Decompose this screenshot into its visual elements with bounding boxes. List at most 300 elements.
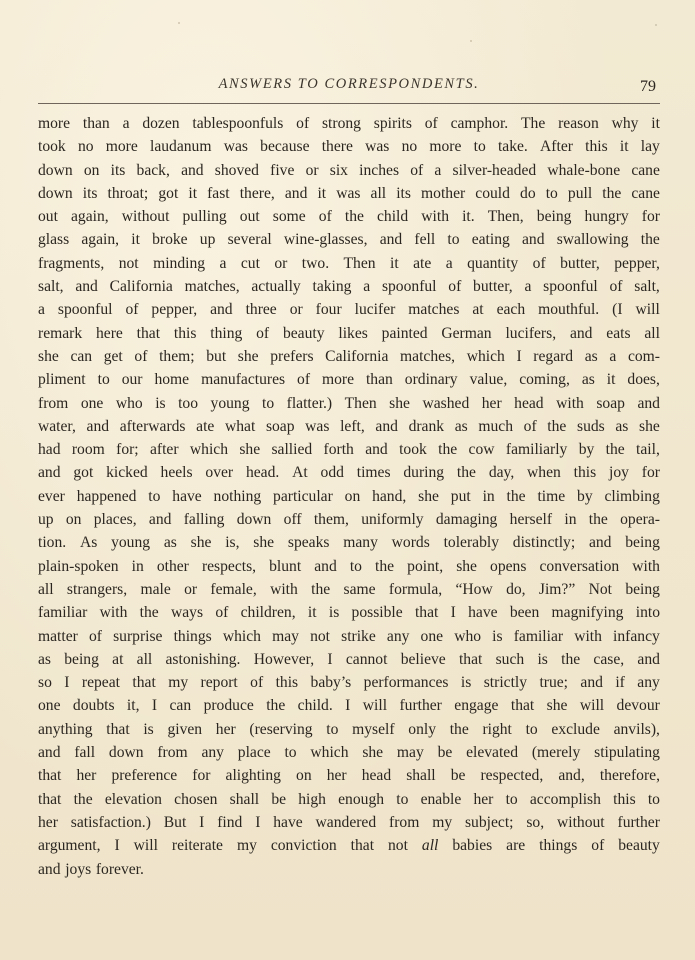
word: ate: [413, 254, 432, 272]
word: familiar: [513, 627, 564, 645]
word: I: [255, 813, 261, 831]
word: her: [481, 394, 502, 412]
word: have: [172, 487, 202, 505]
text-line: [38, 694, 660, 717]
word: took: [38, 138, 66, 156]
word: which: [466, 347, 505, 365]
text-line: [38, 858, 660, 881]
word: tolerably: [443, 534, 500, 552]
word: further: [617, 813, 660, 831]
word: may: [272, 627, 299, 645]
word: again,: [81, 231, 120, 249]
word: soap: [265, 417, 295, 435]
word: matches,: [184, 278, 240, 296]
word: it: [307, 604, 317, 622]
word: it: [317, 184, 327, 202]
word: of: [215, 604, 229, 622]
word: I: [516, 347, 522, 365]
word: over: [205, 464, 234, 482]
word: only: [408, 720, 436, 738]
text-line: [38, 159, 660, 182]
word: she: [389, 394, 410, 412]
word: reason: [558, 115, 599, 132]
word: inches: [359, 161, 400, 179]
word: a: [38, 301, 45, 319]
word: spoonful: [57, 301, 113, 319]
word: “How: [455, 580, 493, 598]
word: with: [270, 580, 298, 598]
word: the: [506, 487, 526, 505]
word: off: [283, 511, 302, 529]
word: to: [349, 557, 362, 575]
word: and: [588, 534, 612, 552]
word: painted: [381, 324, 428, 342]
word: possible: [351, 604, 403, 622]
word: enough: [338, 790, 385, 808]
word: two.: [301, 254, 330, 272]
word: true;: [539, 674, 569, 692]
word: and: [181, 161, 204, 179]
word: formula,: [388, 580, 443, 598]
word: strike: [341, 627, 376, 645]
word: cut: [240, 254, 260, 272]
word: stipulating: [594, 744, 660, 762]
word: time: [537, 487, 566, 505]
word: her: [326, 767, 347, 785]
word: each: [496, 301, 526, 319]
word: point,: [407, 557, 444, 575]
word: magnifying: [551, 604, 624, 622]
word: could: [475, 184, 510, 202]
word: Then,: [487, 208, 524, 226]
word: beauty: [618, 837, 660, 855]
word: the: [547, 417, 567, 435]
word: several: [227, 231, 272, 249]
word: to: [525, 720, 538, 738]
word: shall: [229, 790, 260, 808]
word: performances: [363, 674, 449, 692]
word: there: [321, 138, 353, 156]
word: without: [556, 813, 605, 831]
word: her: [215, 720, 236, 738]
text-line: [38, 275, 660, 298]
text-line: [38, 508, 660, 531]
word: anvils),: [613, 720, 660, 738]
word: them;: [159, 347, 195, 365]
word: places,: [93, 511, 137, 529]
word: actually: [251, 278, 301, 296]
word: spoonful: [543, 278, 598, 296]
word: regard: [533, 347, 574, 365]
word: as: [38, 650, 51, 668]
text-line: [38, 764, 660, 787]
word: familiar: [38, 604, 88, 622]
word: mouthful.: [538, 301, 600, 319]
word: and: [38, 860, 61, 878]
word: the: [602, 184, 622, 202]
word: matter: [38, 627, 78, 645]
text-line: [38, 298, 660, 321]
word: being: [64, 650, 99, 668]
word: particular: [273, 487, 333, 505]
emphasis-word: all: [421, 837, 439, 855]
word: throat;: [107, 184, 149, 202]
word: words: [391, 534, 430, 552]
word: I: [151, 697, 158, 715]
word: any: [201, 744, 224, 762]
word: that: [510, 697, 535, 715]
word: head: [361, 767, 392, 785]
word: eating: [471, 231, 510, 249]
text-line: [38, 555, 660, 578]
word: California: [109, 278, 173, 296]
word: as: [615, 417, 629, 435]
word: preference: [111, 767, 178, 785]
word: this: [173, 324, 197, 342]
word: she: [237, 347, 259, 365]
word: this: [573, 464, 597, 482]
word: without: [121, 208, 170, 226]
word: so,: [526, 813, 545, 831]
word: that: [350, 837, 375, 855]
word: the: [561, 650, 581, 668]
word: cow: [468, 441, 495, 459]
word: to: [447, 231, 460, 249]
word: its: [110, 161, 126, 179]
word: with: [421, 208, 449, 226]
word: with: [632, 557, 660, 575]
word: the: [73, 790, 93, 808]
word: more: [321, 371, 355, 389]
word: I: [199, 813, 205, 831]
word: German: [441, 324, 492, 342]
word: lay: [640, 138, 660, 156]
word: when: [527, 464, 561, 482]
word: its: [396, 184, 411, 202]
word: all: [644, 324, 660, 342]
word: my: [168, 674, 189, 692]
word: ordinary: [404, 371, 458, 389]
word: have: [468, 604, 498, 622]
word: butter,: [473, 278, 513, 296]
text-line: [38, 625, 660, 648]
word: to: [545, 184, 558, 202]
word: she: [38, 347, 59, 365]
word: up: [199, 231, 216, 249]
word: out: [239, 208, 260, 226]
word: the: [266, 697, 286, 715]
word: that: [106, 720, 130, 738]
word: exclude: [551, 720, 600, 738]
word: can: [169, 697, 192, 715]
word: been: [509, 604, 540, 622]
word: infancy: [613, 627, 660, 645]
word: beauty: [282, 324, 325, 342]
word: all: [136, 650, 153, 668]
word: to: [262, 394, 275, 412]
word: cannot: [345, 650, 388, 668]
word: drank: [408, 417, 445, 435]
word: get: [103, 347, 123, 365]
word: it: [619, 138, 629, 156]
word: accomplish: [529, 790, 601, 808]
word: to: [148, 487, 161, 505]
word: the: [344, 208, 364, 226]
word: ever: [38, 487, 65, 505]
word: it: [606, 371, 616, 389]
word: elevation: [104, 790, 162, 808]
word: was: [305, 417, 330, 435]
word: cane: [631, 161, 660, 179]
word: one: [420, 627, 444, 645]
word: being: [536, 208, 572, 226]
word: that: [414, 604, 439, 622]
word: of: [297, 371, 311, 389]
word: wine-glasses,: [283, 231, 368, 249]
word: as: [581, 371, 595, 389]
word: Then: [344, 394, 377, 412]
word: will: [635, 301, 660, 319]
word: plain-spoken: [38, 557, 119, 575]
word: be: [437, 744, 453, 762]
running-title: ANSWERS TO CORRESPONDENTS.: [218, 76, 480, 92]
word: (reserving: [249, 720, 313, 738]
word: times: [356, 464, 391, 482]
word: all: [370, 184, 387, 202]
word: baby’s: [310, 674, 352, 692]
word: not: [310, 627, 330, 645]
word: was: [336, 184, 361, 202]
word: is: [537, 650, 548, 668]
word: or: [305, 161, 319, 179]
word: taking: [312, 278, 352, 296]
word: will: [579, 697, 605, 715]
word: being: [625, 580, 660, 598]
word: and: [522, 231, 545, 249]
word: reiterate: [171, 837, 223, 855]
word: I: [345, 697, 351, 715]
word: to: [473, 138, 486, 156]
word: washed: [422, 394, 470, 412]
word: the: [311, 580, 331, 598]
word: fast: [207, 184, 230, 202]
text-line: [38, 228, 660, 251]
text-line: [38, 718, 660, 741]
word: she: [362, 744, 384, 762]
word: matches,: [400, 347, 456, 365]
word: argument,: [38, 837, 101, 855]
word: and: [580, 674, 603, 692]
word: why: [611, 115, 639, 132]
word: value,: [469, 371, 508, 389]
word: babies: [452, 837, 493, 855]
text-line: [38, 368, 660, 391]
word: than: [82, 115, 110, 132]
word: one: [80, 394, 104, 412]
text-line: [38, 648, 660, 671]
text-line: [38, 322, 660, 345]
word: shall: [406, 767, 436, 785]
word: and: [75, 278, 98, 296]
word: my: [432, 813, 453, 831]
word: this: [585, 138, 608, 156]
word: who: [454, 627, 482, 645]
word: conversation: [539, 557, 620, 575]
word: with: [99, 604, 128, 622]
word: of: [88, 627, 102, 645]
text-line: [38, 252, 660, 275]
word: ate: [196, 417, 215, 435]
word: child.: [297, 697, 333, 715]
word: to: [396, 790, 409, 808]
word: strangers,: [66, 580, 128, 598]
word: produce: [203, 697, 254, 715]
word: spoonful: [381, 278, 437, 296]
word: myself: [352, 720, 395, 738]
text-line: [38, 485, 660, 508]
word: eats: [606, 324, 631, 342]
word: of: [125, 301, 139, 319]
word: will: [133, 837, 158, 855]
word: I: [450, 604, 456, 622]
word: and: [148, 511, 172, 529]
word: is: [143, 720, 154, 738]
word: astonishing.: [165, 650, 241, 668]
word: soap: [596, 394, 625, 412]
word: lucifers,: [505, 324, 557, 342]
word: conviction: [270, 837, 337, 855]
text-line: [38, 392, 660, 415]
word: of: [424, 115, 438, 132]
word: kicked: [106, 464, 148, 482]
word: in: [482, 487, 495, 505]
word: the: [588, 511, 608, 529]
word: six: [329, 161, 348, 179]
text-line: [38, 741, 660, 764]
word: to: [647, 790, 660, 808]
word: of: [318, 208, 332, 226]
word: as: [454, 417, 468, 435]
word: young: [210, 394, 250, 412]
word: tablespoonfuls: [192, 115, 284, 132]
word: is: [492, 627, 503, 645]
word: the: [438, 441, 458, 459]
word: minding: [153, 254, 206, 272]
word: remark: [38, 324, 83, 342]
word: California: [325, 347, 389, 365]
text-line: [38, 135, 660, 158]
text-line: [38, 671, 660, 694]
text-line: [38, 578, 660, 601]
word: suds: [577, 417, 605, 435]
word: alighting: [225, 767, 281, 785]
text-line: [38, 811, 660, 834]
word: for: [192, 767, 211, 785]
word: case,: [593, 650, 625, 668]
word: is,: [225, 534, 240, 552]
word: it,: [126, 697, 140, 715]
word: butter,: [560, 254, 600, 272]
word: any: [386, 627, 410, 645]
word: down: [38, 161, 73, 179]
text-line: [38, 601, 660, 624]
word: of: [256, 324, 270, 342]
word: spirits: [373, 115, 412, 132]
word: blunt: [269, 557, 302, 575]
word: ways: [171, 604, 204, 622]
word: male: [140, 580, 171, 598]
word: during: [403, 464, 445, 482]
body-text: [38, 112, 660, 881]
word: one: [38, 697, 61, 715]
word: likes: [338, 324, 368, 342]
word: up: [38, 511, 54, 529]
word: opens: [490, 557, 527, 575]
word: and: [637, 650, 660, 668]
word: and: [314, 557, 337, 575]
word: strong: [321, 115, 361, 132]
word: of: [591, 837, 605, 855]
word: the: [456, 464, 476, 482]
word: her: [473, 790, 494, 808]
word: the: [139, 604, 159, 622]
word: too: [178, 394, 199, 412]
word: shoved: [214, 161, 259, 179]
word: forever.: [95, 860, 144, 878]
word: put: [450, 487, 471, 505]
word: as: [584, 347, 598, 365]
word: her: [38, 813, 58, 831]
word: this: [613, 790, 636, 808]
word: by: [578, 441, 595, 459]
word: The: [521, 115, 546, 132]
word: uniformly: [361, 511, 424, 529]
word: surprise: [113, 627, 163, 645]
word: she: [190, 534, 212, 552]
word: it: [651, 115, 660, 132]
word: with: [556, 394, 584, 412]
word: other: [156, 557, 189, 575]
word: it: [390, 254, 399, 272]
word: As: [79, 534, 98, 552]
paper-speck: [470, 40, 472, 42]
word: as: [163, 534, 177, 552]
word: matches: [408, 301, 460, 319]
word: But: [163, 813, 187, 831]
word: happened: [76, 487, 137, 505]
word: was: [365, 138, 390, 156]
word: fell: [414, 231, 436, 249]
word: what: [224, 417, 256, 435]
word: broke: [152, 231, 188, 249]
word: does,: [627, 371, 660, 389]
word: no: [77, 138, 94, 156]
word: of: [250, 674, 264, 692]
word: which: [189, 441, 228, 459]
word: pulling: [182, 208, 227, 226]
word: believe: [400, 650, 446, 668]
word: speaks: [287, 534, 330, 552]
word: any: [637, 674, 660, 692]
word: fall: [74, 744, 96, 762]
word: my: [236, 837, 257, 855]
word: young: [111, 534, 151, 552]
word: salt,: [38, 278, 64, 296]
word: left,: [340, 417, 365, 435]
word: it.: [462, 208, 475, 226]
word: afterwards: [119, 417, 186, 435]
word: anything: [38, 720, 93, 738]
